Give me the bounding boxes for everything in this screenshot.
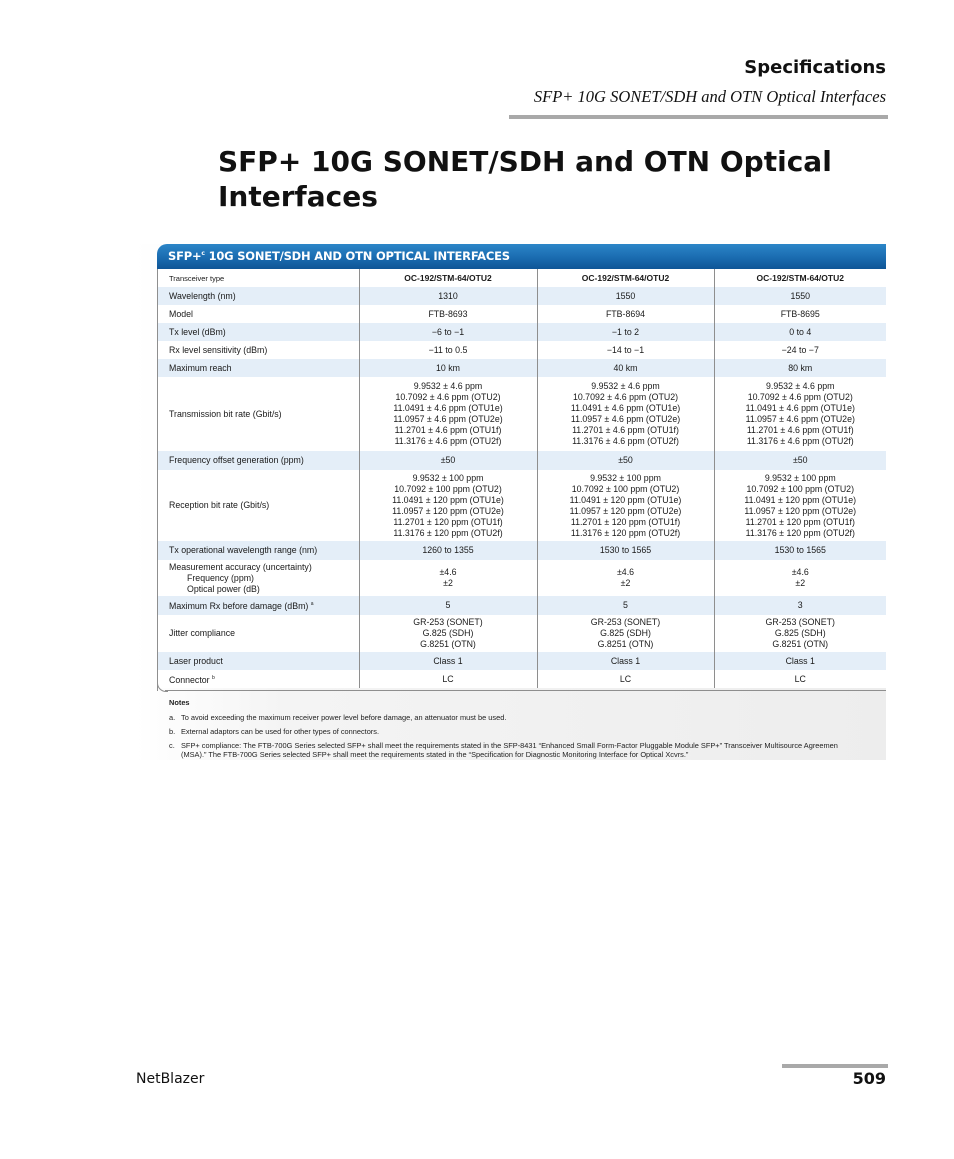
table-cell: ±4.6 ±2 (714, 560, 886, 596)
table-cell: −6 to −1 (359, 323, 537, 341)
row-sublabel: Frequency (ppm) (187, 572, 254, 583)
table-cell: 9.9532 ± 100 ppm 10.7092 ± 100 ppm (OTU2) 11.0491 ± 120 ppm (OTU1e) 11.0957 ± 120 ppm (OTU2e) 11.2701 ± 120 ppm (OTU1f) 11.3176 ± 120 ppm (OTU2f) (537, 470, 714, 541)
table-column-header: OC-192/STM-64/OTU2 (537, 269, 714, 287)
footnote-marker-b: b (212, 674, 215, 681)
table-row (157, 560, 886, 596)
note-item (169, 741, 886, 759)
table-column-header: OC-192/STM-64/OTU2 (359, 269, 537, 287)
table-cell: 0 to 4 (714, 323, 886, 341)
row-sublabel: Optical power (dB) (187, 583, 260, 594)
note-item (169, 727, 886, 736)
table-cell: GR-253 (SONET) G.825 (SDH) G.8251 (OTN) (359, 615, 537, 652)
row-label: Connector $^b$ (157, 670, 359, 688)
table-column-header: OC-192/STM-64/OTU2 (714, 269, 886, 287)
table-cell: 1260 to 1355 (359, 541, 537, 560)
table-cell: LC (359, 670, 537, 688)
table-row (157, 287, 886, 305)
spec-banner-title: SFP+$^c$ 10G SONET/SDH AND OTN OPTICAL INTERFACES (168, 249, 510, 263)
row-label: Wavelength (nm) (157, 287, 359, 305)
table-cell: LC (714, 670, 886, 688)
page-number: 509 (852, 1069, 886, 1088)
note-text (181, 741, 886, 759)
table-cell: FTB-8693 (359, 305, 537, 323)
table-cell: 80 km (714, 359, 886, 377)
table-cell: 1530 to 1565 (714, 541, 886, 560)
row-label: Transmission bit rate (Gbit/s) (157, 377, 359, 451)
table-row (157, 615, 886, 652)
table-cell: 5 (537, 596, 714, 615)
table-cell: 3 (714, 596, 886, 615)
table-cell: 1550 (714, 287, 886, 305)
row-label: Tx operational wavelength range (nm) (157, 541, 359, 560)
row-label: Maximum Rx before damage (dBm) $^a$ (157, 596, 359, 615)
table-row (157, 670, 886, 688)
table-cell: −1 to 2 (537, 323, 714, 341)
header-section-title: Specifications (744, 57, 886, 78)
table-row (157, 359, 886, 377)
table-row (157, 305, 886, 323)
table-row (157, 541, 886, 560)
spec-table (157, 269, 886, 688)
table-cell: −24 to −7 (714, 341, 886, 359)
table-row (157, 596, 886, 615)
table-cell: 9.9532 ± 4.6 ppm 10.7092 ± 4.6 ppm (OTU2) 11.0491 ± 4.6 ppm (OTU1e) 11.0957 ± 4.6 ppm (OTU2e) 11.2701 ± 4.6 ppm (OTU1f) 11.3176 ± 4.6 ppm (OTU2f) (537, 377, 714, 451)
table-cell: 1530 to 1565 (537, 541, 714, 560)
table-cell: GR-253 (SONET) G.825 (SDH) G.8251 (OTN) (537, 615, 714, 652)
note-text-line: (MSA).” The FTB-700G Series selected SFP+ shall meet the requirements stated in the “Specification for Diagnostic Monitoring Interface for Optical Xcvrs.” (181, 750, 689, 759)
row-label: Rx level sensitivity (dBm) (157, 341, 359, 359)
note-text: External adaptors can be used for other types of connectors. (181, 727, 380, 736)
table-header-row (157, 269, 886, 287)
table-cell: ±4.6 ±2 (537, 560, 714, 596)
table-row (157, 323, 886, 341)
table-cell: 40 km (537, 359, 714, 377)
note-letter: c. (169, 741, 175, 750)
table-row (157, 470, 886, 541)
table-cell: ±50 (714, 451, 886, 470)
table-row (157, 341, 886, 359)
row-label: Frequency offset generation (ppm) (157, 451, 359, 470)
row-label: Laser product (157, 652, 359, 670)
table-cell: GR-253 (SONET) G.825 (SDH) G.8251 (OTN) (714, 615, 886, 652)
spec-banner (157, 244, 886, 269)
table-cell: ±50 (537, 451, 714, 470)
row-label (157, 560, 359, 596)
table-cell: ±50 (359, 451, 537, 470)
table-cell: −14 to −1 (537, 341, 714, 359)
table-cell: −11 to 0.5 (359, 341, 537, 359)
row-label: Maximum reach (157, 359, 359, 377)
table-cell: Class 1 (537, 652, 714, 670)
table-row (157, 377, 886, 451)
table-row (157, 652, 886, 670)
row-label: Tx level (dBm) (157, 323, 359, 341)
row-label: Reception bit rate (Gbit/s) (157, 470, 359, 541)
banner-footnote-c: c (201, 250, 205, 258)
table-bottom-border (165, 690, 886, 691)
notes-section (169, 698, 886, 764)
table-cell: LC (537, 670, 714, 688)
row-label: Jitter compliance (157, 615, 359, 652)
header-rule (509, 115, 888, 119)
table-cell: 9.9532 ± 4.6 ppm 10.7092 ± 4.6 ppm (OTU2) 11.0491 ± 4.6 ppm (OTU1e) 11.0957 ± 4.6 ppm (OTU2e) 11.2701 ± 4.6 ppm (OTU1f) 11.3176 ± 4.6 ppm (OTU2f) (359, 377, 537, 451)
table-cell: 1550 (537, 287, 714, 305)
footer-product-name: NetBlazer (136, 1071, 205, 1087)
row-label: Model (157, 305, 359, 323)
table-cell: 9.9532 ± 100 ppm 10.7092 ± 100 ppm (OTU2) 11.0491 ± 120 ppm (OTU1e) 11.0957 ± 120 ppm (OTU2e) 11.2701 ± 120 ppm (OTU1f) 11.3176 ± 120 ppm (OTU2f) (714, 470, 886, 541)
table-row (157, 451, 886, 470)
note-letter: b. (169, 727, 176, 736)
note-item (169, 713, 886, 722)
note-text: To avoid exceeding the maximum receiver power level before damage, an attenuator must be used. (181, 713, 507, 722)
footer-rule (782, 1064, 888, 1068)
table-cell: 9.9532 ± 4.6 ppm 10.7092 ± 4.6 ppm (OTU2) 11.0491 ± 4.6 ppm (OTU1e) 11.0957 ± 4.6 ppm (OTU2e) 11.2701 ± 4.6 ppm (OTU1f) 11.3176 ± 4.6 ppm (OTU2f) (714, 377, 886, 451)
table-cell: ±4.6 ±2 (359, 560, 537, 596)
table-cell: 9.9532 ± 100 ppm 10.7092 ± 100 ppm (OTU2) 11.0491 ± 120 ppm (OTU1e) 11.0957 ± 120 ppm (OTU2e) 11.2701 ± 120 ppm (OTU1f) 11.3176 ± 120 ppm (OTU2f) (359, 470, 537, 541)
page-title: SFP+ 10G SONET/SDH and OTN Optical Interfaces (218, 145, 832, 213)
row-label-main: Measurement accuracy (uncertainty) (169, 561, 312, 572)
table-cell: Class 1 (714, 652, 886, 670)
note-letter: a. (169, 713, 176, 722)
table-cell: Class 1 (359, 652, 537, 670)
note-text-line: SFP+ compliance: The FTB-700G Series selected SFP+ shall meet the requirements stated in the SFP-8431 “Enhanced Small Form-Factor Pluggable Module SFP+” Transceiver Multisource Agreemen (181, 741, 838, 750)
row-label: Transceiver type (157, 269, 359, 287)
table-cell: 1310 (359, 287, 537, 305)
table-cell: FTB-8695 (714, 305, 886, 323)
table-cell: FTB-8694 (537, 305, 714, 323)
header-subsection-title: SFP+ 10G SONET/SDH and OTN Optical Interfaces (533, 87, 886, 106)
notes-title: Notes (169, 698, 190, 707)
table-left-border (157, 269, 158, 691)
table-cell: 10 km (359, 359, 537, 377)
table-cell: 5 (359, 596, 537, 615)
footnote-marker-a: a (310, 601, 314, 608)
